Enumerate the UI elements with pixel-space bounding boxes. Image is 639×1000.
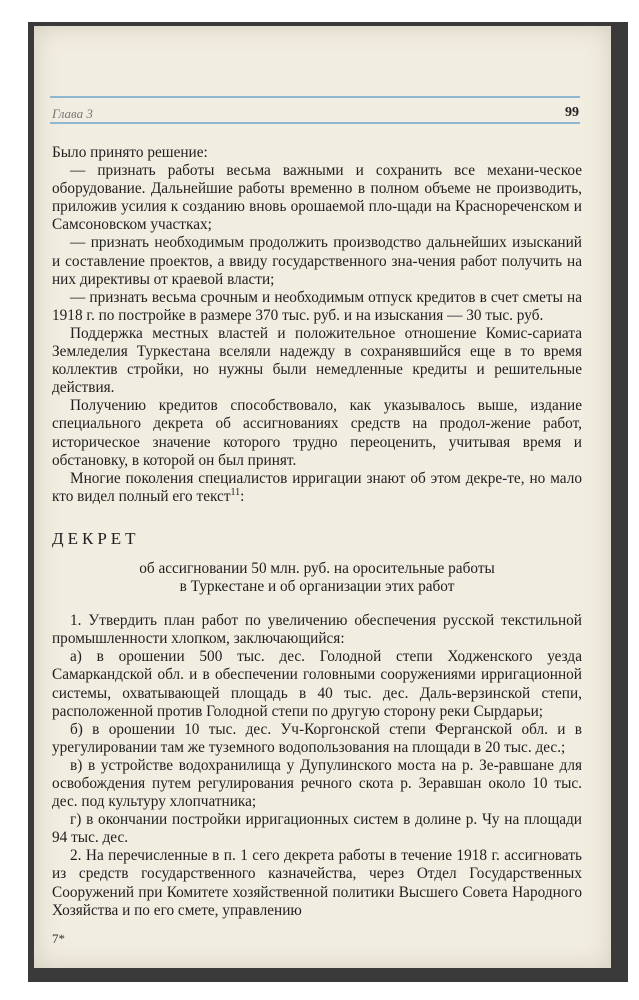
running-head: Глава 3 (52, 106, 93, 121)
decree-subclause: г) в окончании постройки ирригационных систем в долине р. Чу на площади 94 тыс. дес. (52, 811, 582, 847)
book-page (34, 26, 611, 968)
page-body (52, 144, 582, 920)
decree-title: ДЕКРЕТ (52, 528, 140, 548)
paragraph-end: : (240, 487, 245, 505)
paragraph: Поддержка местных властей и положительное отношение Комис-сариата Земледелия Туркестана вселяли надежду в сохранявшийся еще в то время коллектив стройки, но нужны были немедленные кредиты и решительные действия. (52, 324, 582, 397)
decree-subtitle-line: в Туркестане и об организации этих работ (179, 578, 455, 596)
decree-subclause: в) в устройстве водохранилища у Дупулинского моста на р. Зе-равшане для освобождения путем регулирования речного скота р. Зеравшан около 10 тыс. дес. под культуру хлопчатника; (52, 756, 582, 811)
paragraph (52, 470, 582, 506)
decree-subtitle (52, 560, 582, 596)
paragraph: Было принято решение: (52, 144, 208, 161)
paragraph: — признать необходимым продолжить производство дальнейших изысканий и составление проектов, а ввиду государственного зна-чения работ получить на них директивы от краевой власти; (52, 234, 582, 288)
signature-mark: 7* (52, 931, 65, 946)
header-rule-top (50, 96, 580, 98)
paragraph: — признать весьма срочным и необходимым отпуск кредитов в счет сметы на 1918 г. по постройке в размере 370 тыс. руб. и на изыскания — 30 тыс. руб. (52, 288, 582, 324)
decree-subtitle-line: об ассигновании 50 млн. руб. на оросительные работы (139, 559, 495, 577)
paragraph-text: Многие поколения специалистов ирригации знают об этом декре-те, но мало кто видел полный его текст (52, 469, 582, 505)
paragraph: Получению кредитов способствовало, как указывалось выше, издание специального декрета об ассигнованиях средств на продол-жение работ, историческое значение которого трудно переоценить, учитывая время и обстановку, в которой он был принят. (52, 397, 582, 469)
footnote-ref: 11 (230, 486, 241, 498)
header-rule-bottom (50, 122, 580, 124)
decree-clause: 2. На перечисленные в п. 1 сего декрета работы в течение 1918 г. ассигновать из средств государственного казначейства, через Отдел Государственных Сооружений при Комитете хозяйственной политики Высшего Совета Народного Хозяйства и по его смете, управлению (52, 847, 582, 919)
decree-clause: 1. Утвердить план работ по увеличению обеспечения русской текстильной промышленности хлопком, заключающийся: (52, 612, 582, 648)
decree-subclause: а) в орошении 500 тыс. дес. Голодной степи Ходженского уезда Самаркандской обл. и в обеспечении головными сооружениями ирригационной системы, охватывающей площадь в 40 тыс. дес. Даль-верзинской степи, расположенной против Голодной степи по другую сторону реки Сырдарьи; (52, 648, 582, 720)
decree-subclause: б) в орошении 10 тыс. дес. Уч-Коргонской степи Ферганской обл. и в урегулировании там же туземного водопользования на площади в 20 тыс. дес.; (52, 720, 582, 756)
paragraph: — признать работы весьма важными и сохранить все механи-ческое оборудование. Дальнейшие работы временно в полном объеме не производить, приложив усилия к созданию вновь орошаемой пло-щади на Краснореченском и Самсоновском участках; (52, 162, 582, 234)
scanner-top-strip (0, 0, 639, 18)
page-number: 99 (565, 105, 579, 120)
